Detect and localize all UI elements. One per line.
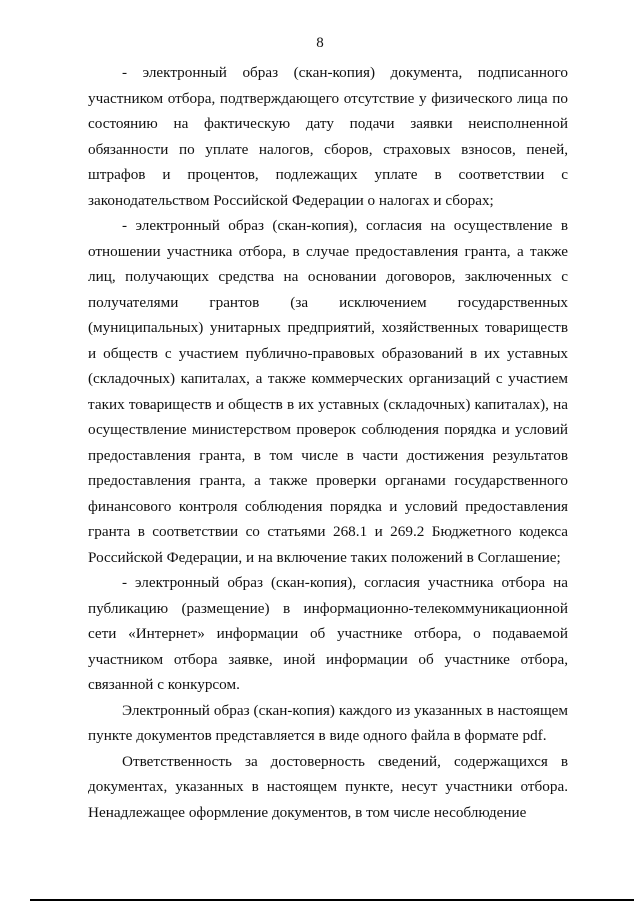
page-number: 8	[316, 35, 324, 51]
paragraph-responsibility: Ответственность за достоверность сведений, содержащихся в документах, указанных в настоящем пункте, несут участники отбора. Ненадлежащее оформление документов, в том числе несоблюдение	[88, 752, 568, 821]
paragraph-publication-consent: - электронный образ (скан-копия), согласия участника отбора на публикацию (размещение) в информационно-телекоммуникационной сети «Интернет» информации об участнике отбора, о подаваемой участником отбора заявке, иной информации об участнике отбора, связанной с конкурсом.	[88, 574, 568, 693]
paragraph-tax-debt-document: - электронный образ (скан-копия) документа, подписанного участником отбора, подтверждающего отсутствие у физического лица по состоянию на фактическую дату подачи заявки неисполненной обязанности по уплате налогов, сборов, страховых взносов, пеней, штрафов и процентов, подлежащих уплате в соответствии с законодательством Российской Федерации о налогах и сборах;	[88, 64, 568, 209]
scan-bottom-edge	[30, 899, 634, 901]
paragraph-audit-consent: - электронный образ (скан-копия), согласия на осуществление в отношении участника отбора, в случае предоставления гранта, а также лиц, получающих средства на основании договоров, заключенных с получателями грантов (за исключением государственных (муниципальных) унитарных предприятий, хозяйственных товариществ и обществ с участием публично-правовых образований в их уставных (складочных) капиталах, а также коммерческих организаций с участием таких товариществ и обществ в их уставных (складочных) капиталах), на осуществление министерством проверок соблюдения порядка и условий предоставления гранта, в том числе в части достижения результатов предоставления гранта, а также проверки органами государственного финансового контроля соблюдения порядка и условий предоставления гранта в соответствии со статьями 268.1 и 269.2 Бюджетного кодекса Российской Федерации, и на включение таких положений в Соглашение;	[88, 217, 568, 566]
document-body	[88, 60, 568, 825]
paragraph-file-format: Электронный образ (скан-копия) каждого из указанных в настоящем пункте документов представляется в виде одного файла в формате pdf.	[88, 701, 568, 744]
